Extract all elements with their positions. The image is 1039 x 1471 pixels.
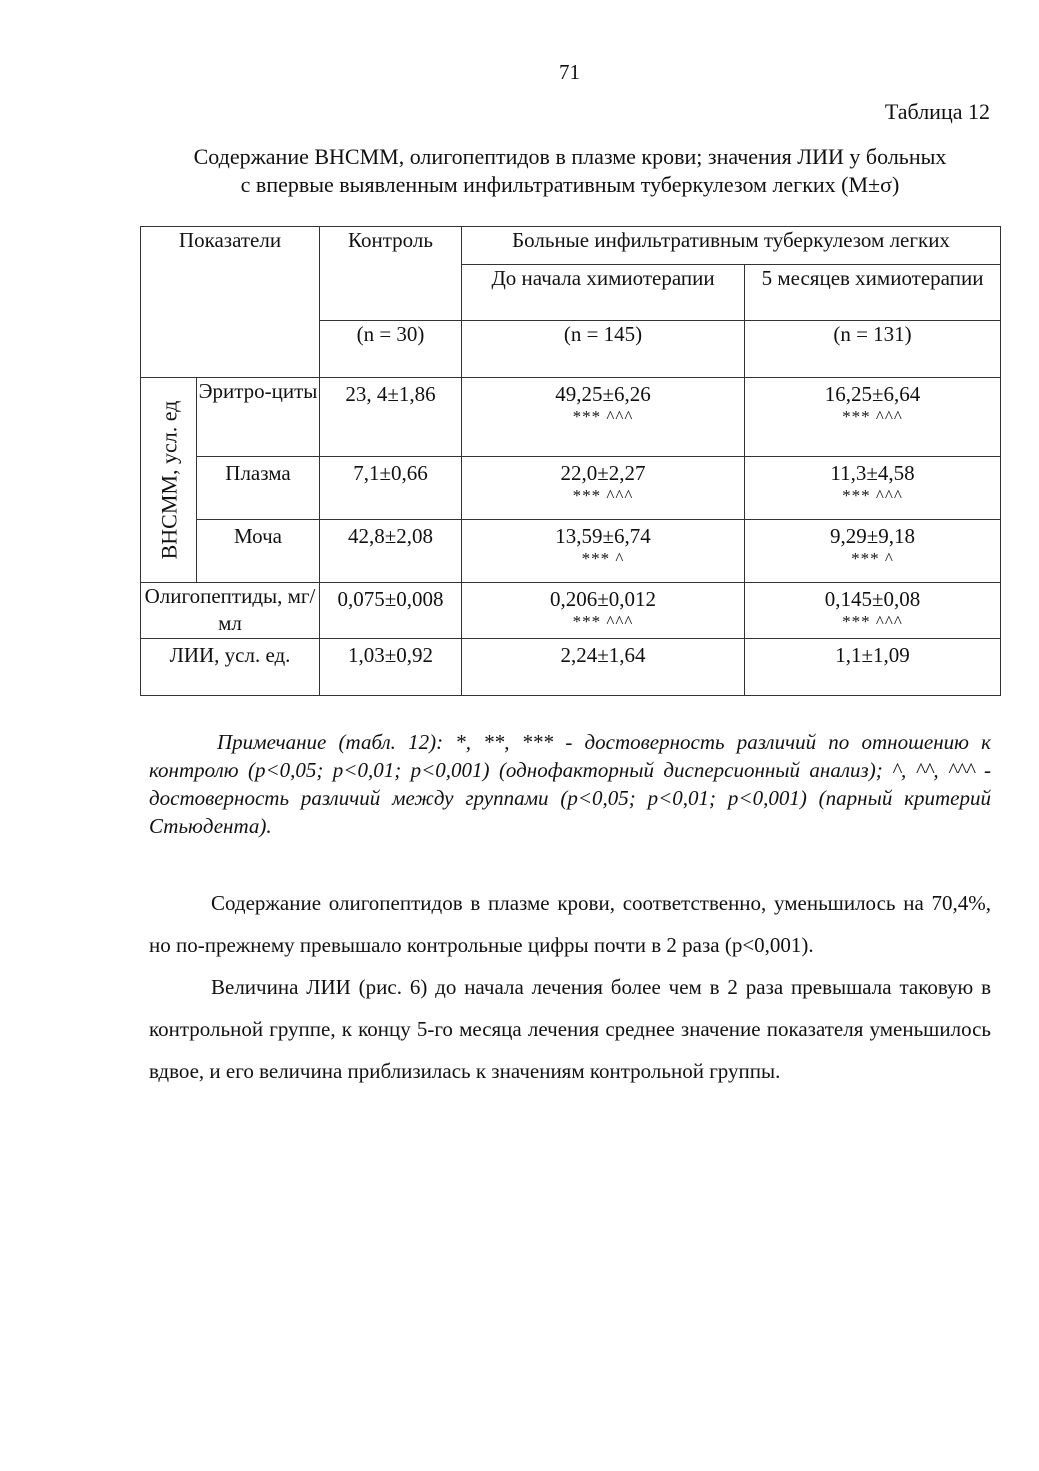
group-label: ВНСММ, усл. ед	[156, 400, 181, 560]
table-label: Таблица 12	[884, 99, 990, 124]
header-control: Контроль	[320, 227, 462, 321]
results-table	[140, 226, 1001, 696]
before-value: 13,59±6,74	[555, 524, 651, 548]
cell-before	[462, 520, 745, 583]
cell-control	[320, 520, 462, 583]
paragraph-2: Величина ЛИИ (рис. 6) до начала лечения более чем в 2 раза превышала таковую в контрольной группе, к концу 5-го месяца лечения среднее значение показателя уменьшилось вдвое, и его величина приблизилась к значениям контрольной группы.	[149, 975, 991, 1083]
cell-after	[745, 378, 1001, 457]
header-patients: Больные инфильтративным туберкулезом легких	[462, 227, 1001, 265]
table-row	[141, 639, 1001, 696]
page-number: 71	[559, 60, 580, 84]
cell-before	[462, 639, 745, 696]
before-value: 2,24±1,64	[560, 643, 646, 667]
cell-before	[462, 378, 745, 457]
cell-control	[320, 378, 462, 457]
control-value: 42,8±2,08	[348, 524, 434, 548]
row-label-text: ЛИИ, усл. ед.	[169, 643, 291, 667]
row-label: Эритро-циты	[197, 378, 320, 457]
header-n-before: (n = 145)	[462, 321, 745, 378]
table-row	[141, 457, 1001, 520]
after-value: 0,145±0,08	[824, 587, 921, 611]
cell-after	[745, 457, 1001, 520]
after-significance: *** ^^^	[842, 407, 903, 426]
before-value: 22,0±2,27	[560, 461, 646, 485]
row-label	[197, 457, 320, 520]
row-label: Олигопептиды, мг/мл	[141, 583, 320, 639]
body-text	[149, 882, 991, 1092]
before-value: 49,25±6,26	[555, 382, 651, 406]
after-value: 16,25±6,64	[824, 382, 921, 406]
after-significance: *** ^	[851, 549, 894, 568]
after-significance: *** ^^^	[842, 486, 903, 505]
before-significance: *** ^^^	[572, 612, 634, 631]
after-value: 9,29±9,18	[830, 524, 916, 548]
header-n-control: (n = 30)	[320, 321, 462, 378]
cell-before	[462, 457, 745, 520]
after-value: 1,1±1,09	[835, 643, 910, 667]
caption-line-2: с впервые выявленным инфильтративным туберкулезом легких (М±σ)	[240, 172, 900, 197]
note-text: Примечание (табл. 12): *, **, *** - достоверность различий по отношению к контролю (p<0,05; p<0,01; p<0,001) (однофакторный дисперсионный анализ); ^, ^^, ^^^ - достоверность различий между группами (p<0,05; p<0,01; p<0,001) (парный критерий Стьюдента).	[149, 730, 991, 838]
table-caption	[140, 143, 1000, 199]
cell-control	[320, 639, 462, 696]
after-value: 11,3±4,58	[830, 461, 915, 485]
control-value: 7,1±0,66	[353, 461, 428, 485]
row-label-text: Моча	[234, 524, 282, 548]
cell-control	[320, 457, 462, 520]
header-n-after: (n = 131)	[745, 321, 1001, 378]
before-value: 0,206±0,012	[550, 587, 657, 611]
control-value: 1,03±0,92	[348, 643, 434, 667]
table-row	[141, 520, 1001, 583]
header-before-therapy: До начала химиотерапии	[462, 265, 745, 321]
before-significance: *** ^^^	[572, 407, 634, 426]
before-significance: *** ^^^	[572, 486, 634, 505]
paragraph-1: Содержание олигопептидов в плазме крови, соответственно, уменьшилось на 70,4%, но по-прежнему превышало контрольные цифры почти в 2 раза (p<0,001).	[149, 891, 991, 957]
control-value: 0,075±0,008	[337, 587, 444, 611]
after-significance: *** ^^^	[842, 612, 903, 631]
header-indicators: Показатели	[141, 227, 320, 378]
row-label	[141, 639, 320, 696]
cell-before	[462, 583, 745, 639]
caption-line-1: Содержание ВНСММ, олигопептидов в плазме крови; значения ЛИИ у больных	[193, 144, 947, 169]
before-significance: *** ^	[581, 549, 625, 568]
group-label-cell	[141, 378, 197, 583]
control-value: 23, 4±1,86	[345, 382, 436, 406]
table-row	[141, 378, 1001, 457]
row-label	[197, 520, 320, 583]
cell-after	[745, 520, 1001, 583]
table-row	[141, 583, 1001, 639]
table-note	[149, 728, 991, 840]
row-label-text: Плазма	[225, 461, 291, 485]
cell-after	[745, 583, 1001, 639]
cell-control	[320, 583, 462, 639]
header-after-therapy: 5 месяцев химиотерапии	[745, 265, 1001, 321]
cell-after	[745, 639, 1001, 696]
